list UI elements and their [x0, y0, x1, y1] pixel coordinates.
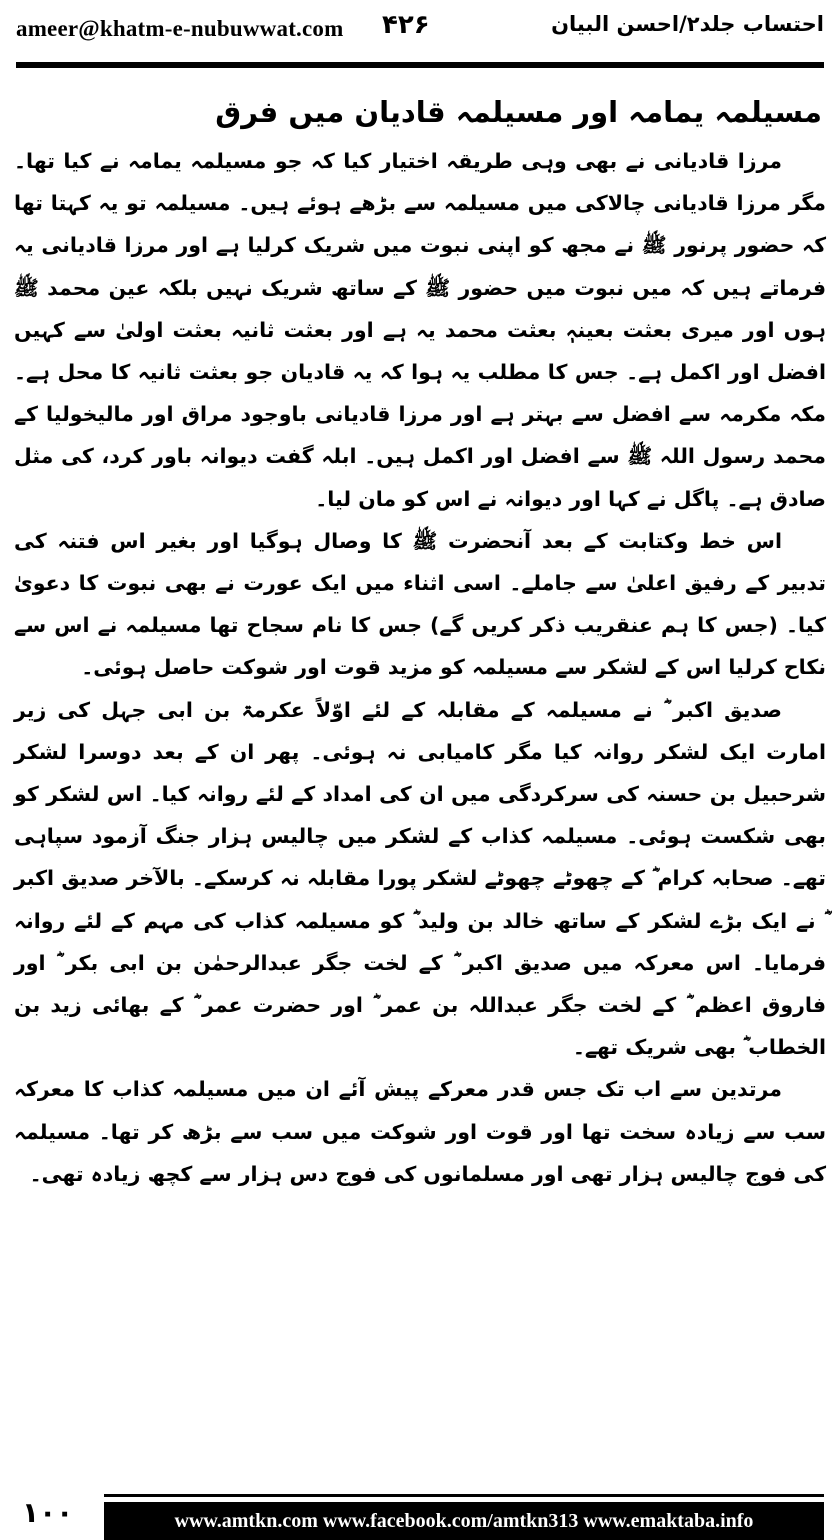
header-page-number: ۴۲۶	[382, 10, 430, 40]
page-body	[14, 88, 826, 1195]
page-header	[0, 0, 840, 64]
footer-page-number: ۱۰۰	[22, 1496, 74, 1529]
page-footer	[0, 1484, 840, 1540]
footer-divider	[16, 1494, 824, 1497]
footer-website-links: www.amtkn.com www.facebook.com/amtkn313 www.emaktaba.info	[104, 1502, 824, 1540]
section-heading: مسیلمہ یمامہ اور مسیلمہ قادیان میں فرق	[215, 95, 822, 129]
paragraph-2: اس خط وکتابت کے بعد آنحضرت ﷺ کا وصال ہوگیا اور بغیر اس فتنہ کی تدبیر کے رفیق اعلیٰ سے جاملے۔ اسی اثناء میں ایک عورت نے بھی نبوت کا دعویٰ کیا۔ (جس کا ہم عنقریب ذکر کریں گے) جس کا نام سجاح تھا مسیلمہ نے اس سے نکاح کرلیا اس کے لشکر سے مسیلمہ کو مزید قوت اور شوکت حاصل ہوئی۔	[14, 528, 826, 680]
header-email: ameer@khatm-e-nubuwwat.com	[16, 16, 344, 41]
paragraph-1: مرزا قادیانی نے بھی وہی طریقہ اختیار کیا کہ جو مسیلمہ یمامہ نے کیا تھا۔ مگر مرزا قادیانی چالاکی میں مسیلمہ سے بڑھے ہوئے ہیں۔ مسیلمہ تو یہ کہتا تھا کہ حضور پرنور ﷺ نے مجھ کو اپنی نبوت میں شریک کرلیا ہے اور مرزا قادیانی یہ فرماتے ہیں کہ میں نبوت میں حضور ﷺ کے ساتھ شریک نہیں بلکہ عین محمد ﷺ ہوں اور میری بعثت بعینہٖ بعثت محمد یہ ہے اور بعثت ثانیہ بعثت اولیٰ سے کہیں افضل اور اکمل ہے۔ جس کا مطلب یہ ہوا کہ یہ قادیان جو بعثت ثانیہ کا محل ہے۔ مکہ مکرمہ سے افضل سے بہتر ہے اور مرزا قادیانی باوجود مراق اور مالیخولیا کے محمد رسول اللہ ﷺ سے افضل اور اکمل ہیں۔ ابلہ گفت دیوانہ باور کرد، کی مثل صادق ہے۔ پاگل نے کہا اور دیوانہ نے اس کو مان لیا۔	[14, 149, 826, 511]
paragraph-4: مرتدین سے اب تک جس قدر معرکے پیش آئے ان میں مسیلمہ کذاب کا معرکہ سب سے زیادہ سخت تھا اور قوت اور شوکت میں سب سے بڑھ کر تھا۔ مسیلمہ کی فوج چالیس ہزار تھی اور مسلمانوں کی فوج دس ہزار سے کچھ زیادہ تھی۔	[14, 1077, 826, 1186]
header-book-title: احتساب جلد۲/احسن البیان	[551, 12, 824, 36]
paragraph-3: صدیق اکبر ؓ نے مسیلمہ کے مقابلہ کے لئے اوّلاً عکرمۃ بن ابی جہل کی زیر امارت ایک لشکر روانہ کیا مگر کامیابی نہ ہوئی۔ پھر ان کے بعد دوسرا لشکر شرحبیل بن حسنہ کی سرکردگی میں ان کی امداد کے لئے روانہ کیا۔ اس لشکر کو بھی شکست ہوئی۔ مسیلمہ کذاب کے لشکر میں چالیس ہزار جنگ آزمود سپاہی تھے۔ صحابہ کرام ؓ کے چھوٹے چھوٹے لشکر پورا مقابلہ نہ کرسکے۔ بالآخر صدیق اکبر ؓ نے ایک بڑے لشکر کے ساتھ خالد بن ولید ؓ کو مسیلمہ کذاب کی مہم کے لئے روانہ فرمایا۔ اس معرکہ میں صدیق اکبر ؓ کے لخت جگر عبدالرحمٰن بن ابی بکر ؓ اور فاروق اعظم ؓ کے لخت جگر عبداللہ بن عمر ؓ اور حضرت عمر ؓ کے بھائی زید بن الخطاب ؓ بھی شریک تھے۔	[14, 697, 826, 1060]
header-divider	[16, 62, 824, 68]
